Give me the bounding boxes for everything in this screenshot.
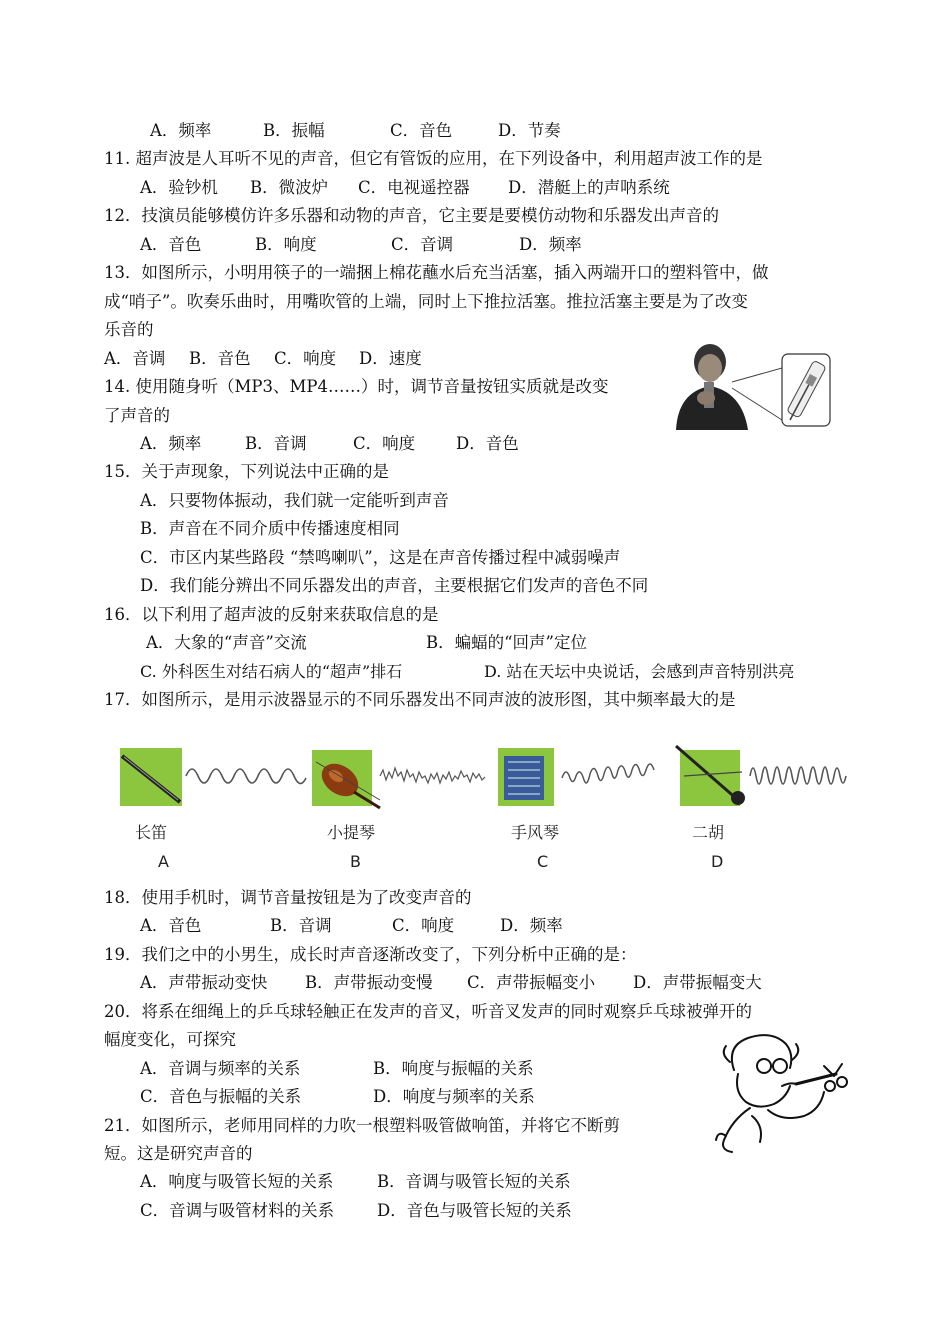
q10-option-b: B．振幅 bbox=[263, 121, 325, 140]
q13-option-a: A．音调 bbox=[104, 349, 166, 368]
teacher-straw-figure bbox=[712, 1030, 852, 1154]
q20-option-b: B．响度与振幅的关系 bbox=[373, 1059, 534, 1078]
q19-option-d: D．声带振幅变大 bbox=[633, 973, 762, 992]
q16-options-row1 bbox=[146, 632, 587, 654]
accordion-image bbox=[498, 748, 554, 806]
q16-option-d: D. 站在天坛中央说话，会感到声音特别洪亮 bbox=[484, 662, 795, 681]
q19-option-b: B．声带振动变慢 bbox=[305, 973, 433, 992]
instrument-label-b: 小提琴 bbox=[327, 823, 376, 842]
instrument-label-a: 长笛 bbox=[135, 823, 168, 842]
erhu-image bbox=[676, 746, 745, 806]
q16-stem: 16．以下利用了超声波的反射来获取信息的是 bbox=[104, 605, 439, 624]
q21-stem-line2: 短。这是研究声音的 bbox=[104, 1144, 253, 1163]
instrument-letter-d: D bbox=[711, 852, 724, 871]
waveform-b bbox=[380, 768, 485, 783]
q18-option-c: C．响度 bbox=[392, 916, 455, 935]
q18-stem: 18．使用手机时，调节音量按钮是为了改变声音的 bbox=[104, 888, 472, 907]
whistle-boy-figure bbox=[668, 340, 832, 430]
q19-stem: 19．我们之中的小男生，成长时声音逐渐改变了，下列分析中正确的是： bbox=[104, 945, 637, 964]
q12-options bbox=[140, 234, 582, 256]
q21-option-d: D．音色与吸管长短的关系 bbox=[377, 1201, 572, 1220]
q19-option-c: C．声带振幅变小 bbox=[467, 973, 596, 992]
q17-stem: 17．如图所示，是用示波器显示的不同乐器发出不同声波的波形图，其中频率最大的是 bbox=[104, 690, 736, 709]
q14-option-d: D．音色 bbox=[456, 434, 519, 453]
q11-option-c: C．电视遥控器 bbox=[358, 178, 470, 197]
q16-option-a: A．大象的“声音”交流 bbox=[146, 633, 307, 652]
q19-options bbox=[140, 972, 762, 994]
q19-option-a: A．声带振动变快 bbox=[140, 973, 268, 992]
q20-option-a: A．音调与频率的关系 bbox=[140, 1059, 301, 1078]
q20-options-row1 bbox=[140, 1058, 534, 1080]
q21-stem-line1: 21．如图所示，老师用同样的力吹一根塑料吸管做响笛，并将它不断剪 bbox=[104, 1116, 620, 1135]
q11-option-b: B．微波炉 bbox=[250, 178, 329, 197]
q20-stem-line2: 幅度变化，可探究 bbox=[104, 1030, 236, 1049]
q10-option-a: A．频率 bbox=[150, 121, 212, 140]
q13-option-c: C．响度 bbox=[274, 349, 337, 368]
q18-option-a: A．音色 bbox=[140, 916, 202, 935]
q16-option-b: B．蝙蝠的“回声”定位 bbox=[426, 633, 587, 652]
q20-option-c: C．音色与振幅的关系 bbox=[140, 1087, 302, 1106]
q16-options-row2 bbox=[140, 661, 794, 683]
q15-option-d: D．我们能分辨出不同乐器发出的声音，主要根据它们发声的音色不同 bbox=[140, 576, 649, 595]
q12-option-a: A．音色 bbox=[140, 235, 202, 254]
q15-option-a: A．只要物体振动，我们就一定能听到声音 bbox=[140, 491, 449, 510]
q12-option-c: C．音调 bbox=[391, 235, 454, 254]
q10-option-d: D．节奏 bbox=[498, 121, 561, 140]
q20-stem-line1: 20．将系在细绳上的乒乓球轻触正在发声的音叉，听音叉发声的同时观察乒乓球被弹开的 bbox=[104, 1002, 752, 1021]
q15-option-c: C．市区内某些路段 “禁鸣喇叭”，这是在声音传播过程中减弱噪声 bbox=[140, 548, 621, 567]
q21-option-b: B．音调与吸管长短的关系 bbox=[377, 1172, 571, 1191]
flute-image bbox=[120, 748, 182, 806]
q12-option-b: B．响度 bbox=[255, 235, 317, 254]
instrument-letter-c: C bbox=[537, 852, 549, 871]
q13-stem-line2: 成“哨子”。吹奏乐曲时，用嘴吹管的上端，同时上下推拉活塞。推拉活塞主要是为了改变 bbox=[104, 292, 748, 311]
q20-option-d: D．响度与频率的关系 bbox=[373, 1087, 535, 1106]
q11-option-d: D．潜艇上的声呐系统 bbox=[508, 178, 670, 197]
q14-option-b: B．音调 bbox=[245, 434, 307, 453]
q21-option-a: A．响度与吸管长短的关系 bbox=[140, 1172, 334, 1191]
violin-image bbox=[312, 750, 380, 808]
q11-option-a: A．验钞机 bbox=[140, 178, 218, 197]
q11-options bbox=[140, 177, 670, 199]
q13-option-d: D．速度 bbox=[359, 349, 422, 368]
q13-option-b: B．音色 bbox=[189, 349, 251, 368]
q12-stem: 12．技演员能够模仿许多乐器和动物的声音，它主要是要模仿动物和乐器发出声音的 bbox=[104, 206, 719, 225]
q13-options bbox=[104, 348, 422, 370]
q20-options-row2 bbox=[140, 1086, 535, 1108]
instrument-letter-a: A bbox=[158, 852, 169, 871]
q21-options-row2 bbox=[140, 1200, 572, 1222]
waveform-figure bbox=[118, 742, 852, 812]
q13-stem-line3: 乐音的 bbox=[104, 320, 154, 339]
q11-stem: 11. 超声波是人耳听不见的声音，但它有管饭的应用，在下列设备中，利用超声波工作的是 bbox=[104, 149, 763, 168]
q10-options bbox=[150, 120, 561, 142]
waveform-d bbox=[750, 767, 846, 784]
q21-option-c: C．音调与吸管材料的关系 bbox=[140, 1201, 335, 1220]
q16-option-c: C. 外科医生对结石病人的“超声”排石 bbox=[140, 662, 403, 681]
instrument-label-c: 手风琴 bbox=[511, 823, 560, 842]
q21-options-row1 bbox=[140, 1171, 571, 1193]
q15-stem: 15．关于声现象，下列说法中正确的是 bbox=[104, 462, 389, 481]
q14-stem-line2: 了声音的 bbox=[104, 406, 170, 425]
q14-options bbox=[140, 433, 519, 455]
waveform-c bbox=[562, 764, 654, 783]
q18-options bbox=[140, 915, 563, 937]
instrument-letter-b: B bbox=[350, 852, 361, 871]
q14-option-a: A．频率 bbox=[140, 434, 202, 453]
q14-stem-line1: 14. 使用随身听（MP3、MP4……）时，调节音量按钮实质就是改变 bbox=[104, 377, 609, 396]
q15-option-b: B．声音在不同介质中传播速度相同 bbox=[140, 519, 400, 538]
q10-option-c: C．音色 bbox=[390, 121, 453, 140]
q14-option-c: C．响度 bbox=[353, 434, 416, 453]
q12-option-d: D．频率 bbox=[519, 235, 582, 254]
q18-option-d: D．频率 bbox=[500, 916, 563, 935]
q18-option-b: B．音调 bbox=[270, 916, 332, 935]
instrument-label-d: 二胡 bbox=[692, 823, 725, 842]
q13-stem-line1: 13．如图所示，小明用筷子的一端捆上棉花蘸水后充当活塞，插入两端开口的塑料管中，做 bbox=[104, 263, 769, 282]
waveform-a bbox=[186, 769, 306, 784]
